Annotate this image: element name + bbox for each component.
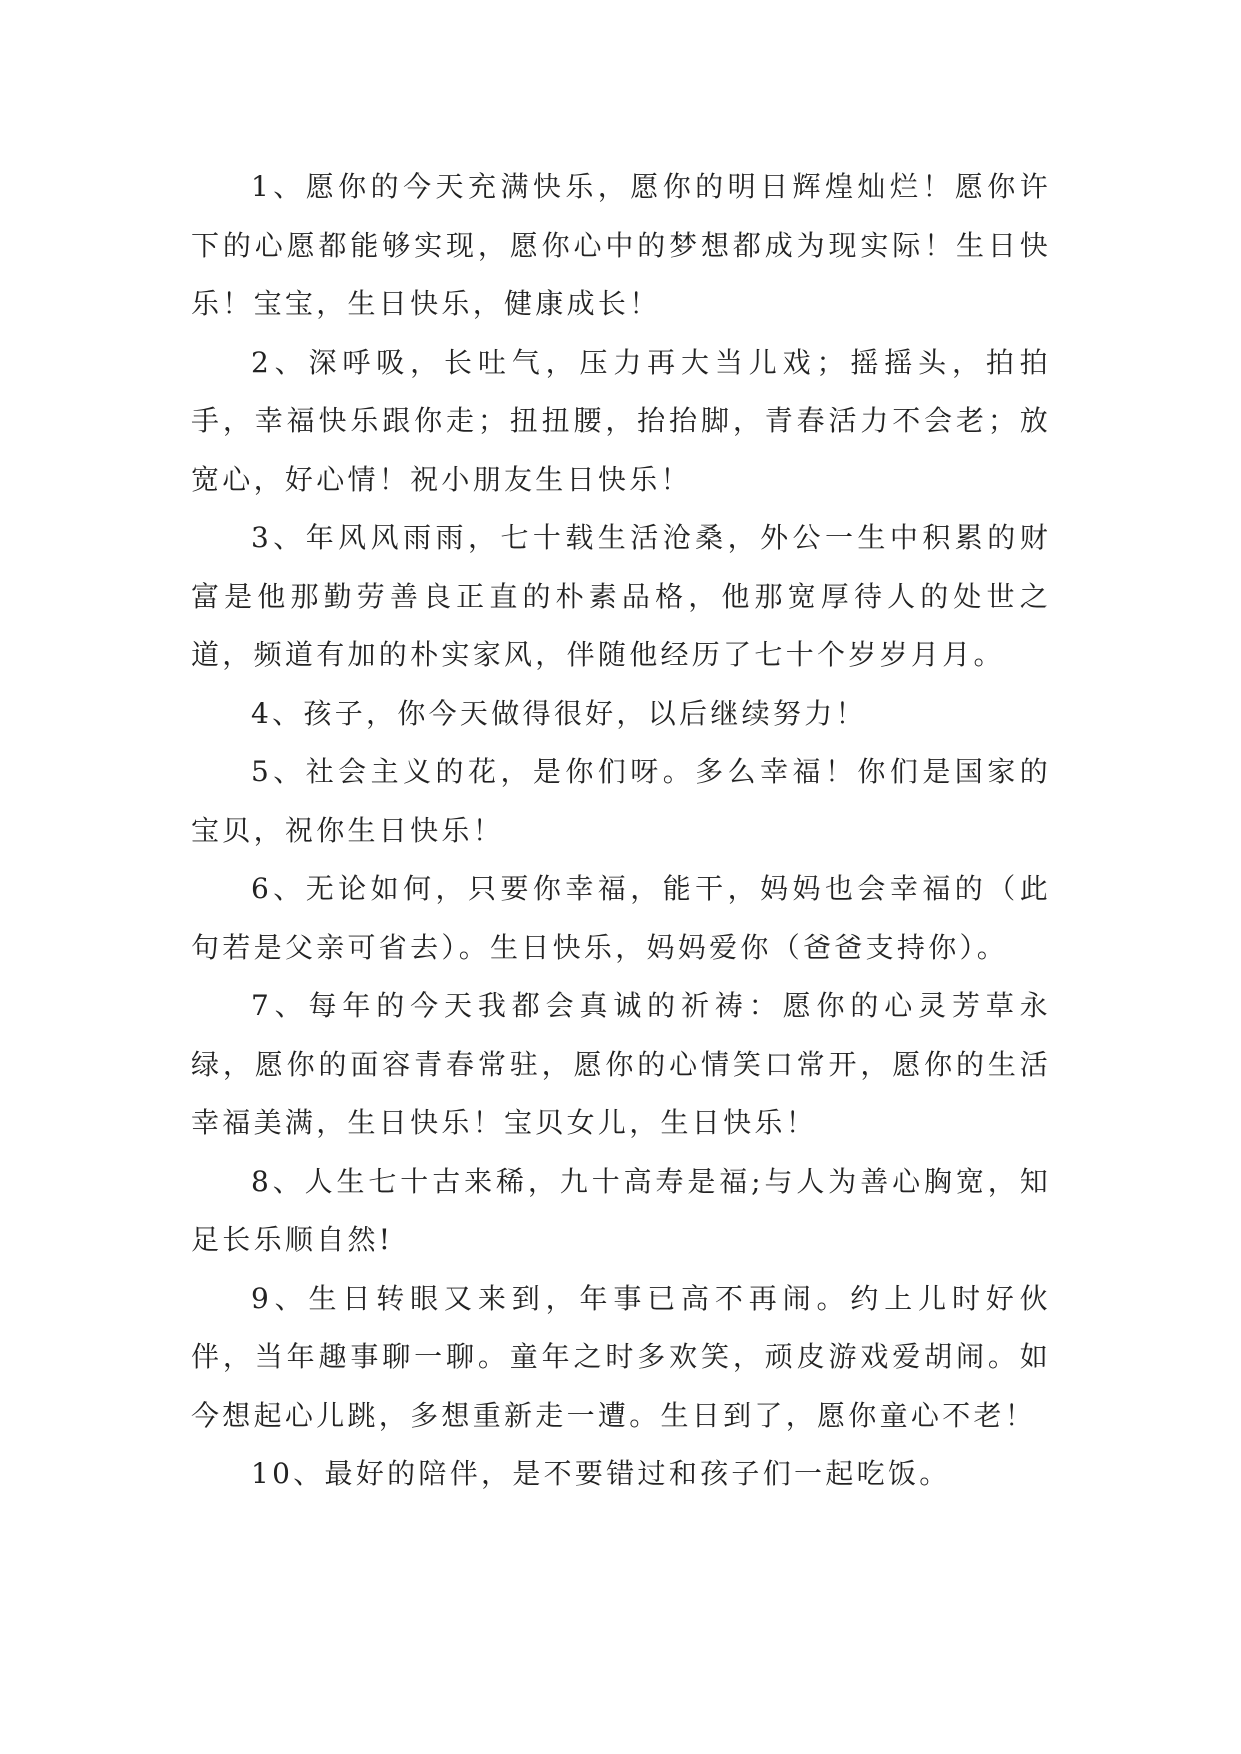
paragraph-1: 1、愿你的今天充满快乐，愿你的明日辉煌灿烂！愿你许下的心愿都能够实现，愿你心中的梦想都成为现实际！生日快乐！宝宝，生日快乐，健康成长！ bbox=[191, 170, 1051, 320]
paragraph-6: 6、无论如何，只要你幸福，能干，妈妈也会幸福的（此句若是父亲可省去）。生日快乐，妈妈爱你（爸爸支持你）。 bbox=[191, 872, 1051, 964]
paragraph-5: 5、社会主义的花，是你们呀。多么幸福！你们是国家的宝贝，祝你生日快乐！ bbox=[191, 755, 1051, 847]
paragraph-7: 7、每年的今天我都会真诚的祈祷：愿你的心灵芳草永绿，愿你的面容青春常驻，愿你的心情笑口常开，愿你的生活幸福美满，生日快乐！宝贝女儿，生日快乐！ bbox=[191, 989, 1051, 1139]
paragraph-10: 10、最好的陪伴，是不要错过和孩子们一起吃饭。 bbox=[251, 1457, 951, 1490]
paragraph-3: 3、年风风雨雨，七十载生活沧桑，外公一生中积累的财富是他那勤劳善良正直的朴素品格，他那宽厚待人的处世之道，频道有加的朴实家风，伴随他经历了七十个岁岁月月。 bbox=[191, 521, 1051, 671]
document-body bbox=[191, 158, 1051, 1504]
paragraph-2: 2、深呼吸，长吐气，压力再大当儿戏；摇摇头，拍拍手，幸福快乐跟你走；扭扭腰，抬抬脚，青春活力不会老；放宽心，好心情！祝小朋友生日快乐！ bbox=[191, 345, 1051, 496]
paragraph-4: 4、孩子，你今天做得很好，以后继续努力！ bbox=[251, 696, 867, 730]
paragraph-9: 9、生日转眼又来到，年事已高不再闹。约上儿时好伙伴，当年趣事聊一聊。童年之时多欢笑，顽皮游戏爱胡闹。如今想起心儿跳，多想重新走一遭。生日到了，愿你童心不老！ bbox=[191, 1281, 1051, 1432]
paragraph-8: 8、人生七十古来稀，九十高寿是福;与人为善心胸宽，知足长乐顺自然! bbox=[191, 1164, 1051, 1256]
